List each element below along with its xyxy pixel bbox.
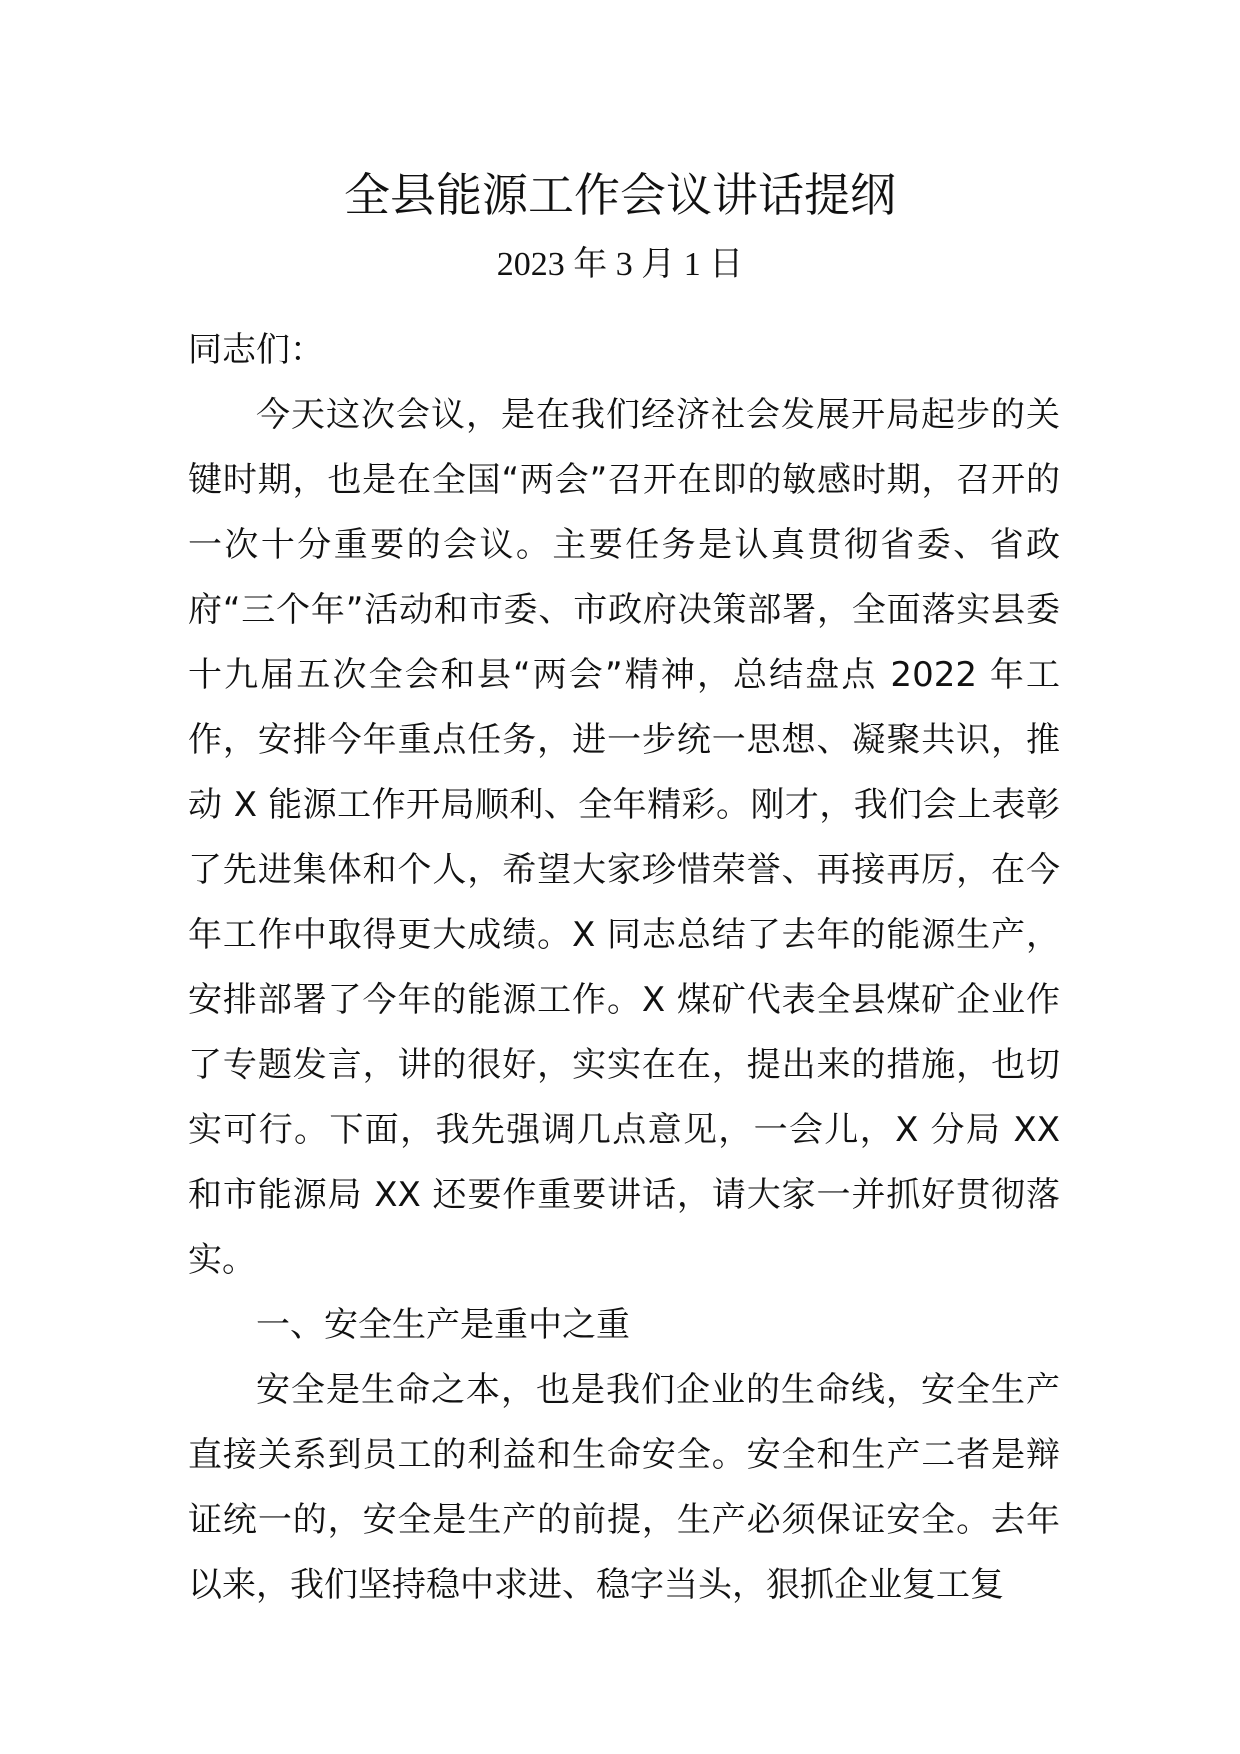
document-body	[188, 318, 1060, 1618]
document-date: 2023 年 3 月 1 日	[496, 246, 744, 283]
body-paragraph: 今天这次会议，是在我们经济社会发展开局起步的关键时期，也是在全国“两会”召开在即的敏感时期，召开的一次十分重要的会议。主要任务是认真贯彻省委、省政府“三个年”活动和市委、市政府决策部署，全面落实县委十九届五次全会和县“两会”精神，总结盘点 2022 年工作，安排今年重点任务，进一步统一思想、凝聚共识，推动 X 能源工作开局顺利、全年精彩。刚才，我们会上表彰了先进集体和个人，希望大家珍惜荣誉、再接再厉，在今年工作中取得更大成绩。X 同志总结了去年的能源生产，安排部署了今年的能源工作。X 煤矿代表全县煤矿企业作了专题发言，讲的很好，实实在在，提出来的措施，也切实可行。下面，我先强调几点意见，一会儿，X 分局 XX 和市能源局 XX 还要作重要讲话，请大家一并抓好贯彻落实。	[188, 395, 1060, 1280]
salutation: 同志们：	[188, 330, 324, 370]
section-heading: 一、安全生产是重中之重	[256, 1305, 630, 1345]
section-paragraph: 安全是生命之本，也是我们企业的生命线，安全生产直接关系到员工的利益和生命安全。安全和生产二者是辩证统一的，安全是生产的前提，生产必须保证安全。去年以来，我们坚持稳中求进、稳字当头，狠抓企业复工复	[188, 1370, 1060, 1605]
document-title: 全县能源工作会议讲话提纲	[344, 168, 896, 222]
